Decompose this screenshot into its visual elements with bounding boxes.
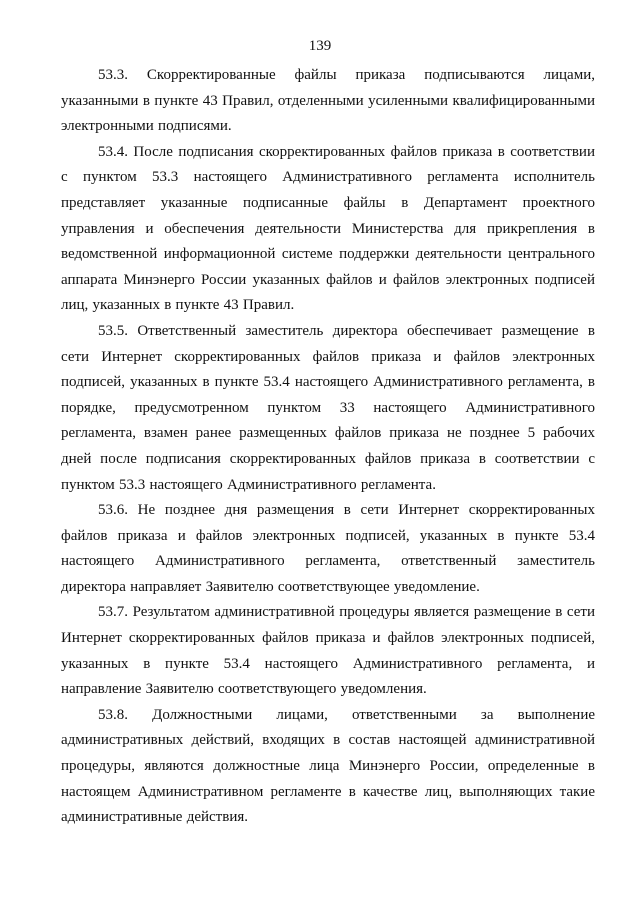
paragraph-53-3: 53.3. Скорректированные файлы приказа подписываются лицами, указанными в пункте 43 Правил, отделенными усиленными квалифицированными электронными подписями. — [61, 67, 595, 135]
paragraph-53-7: 53.7. Результатом административной процедуры является размещение в сети Интернет скорректированных файлов приказа и файлов электронных подписей, указанных в пункте 53.4 настоящего Административного регламента, и направление Заявителю соответствующего уведомления. — [61, 604, 595, 698]
paragraph-53-8: 53.8. Должностными лицами, ответственными за выполнение административных действий, входящих в состав настоящей административной процедуры, являются должностные лица Минэнерго России, определенные в настоящем Административном регламенте в качестве лиц, выполняющих такие административные действия. — [61, 706, 595, 826]
paragraph-53-6: 53.6. Не позднее дня размещения в сети Интернет скорректированных файлов приказа и файлов электронных подписей, указанных в пункте 53.4 настоящего Административного регламента, ответственный заместитель директора направляет Заявителю соответствующее уведомление. — [61, 502, 595, 595]
document-body — [61, 63, 595, 831]
paragraph-53-4: 53.4. После подписания скорректированных файлов приказа в соответствии с пунктом 53.3 настоящего Административного регламента исполнитель представляет указанные подписанные файлы в Департамент проектного управления и обеспечения деятельности Министерства для прикрепления в ведомственной информационной системе поддержки деятельности центрального аппарата Минэнерго России указанных файлов и файлов электронных подписей лиц, указанных в пункте 43 Правил. — [61, 143, 595, 314]
page-number: 139 — [308, 38, 332, 54]
paragraph-53-5: 53.5. Ответственный заместитель директора обеспечивает размещение в сети Интернет скорректированных файлов приказа и файлов электронных подписей, указанных в пункте 53.4 настоящего Административного регламента, в порядке, предусмотренном пунктом 33 настоящего Административного регламента, взамен ранее размещенных файлов приказа не позднее 5 рабочих дней после подписания скорректированных файлов приказа в соответствии с пунктом 53.3 настоящего Административного регламента. — [61, 322, 595, 493]
